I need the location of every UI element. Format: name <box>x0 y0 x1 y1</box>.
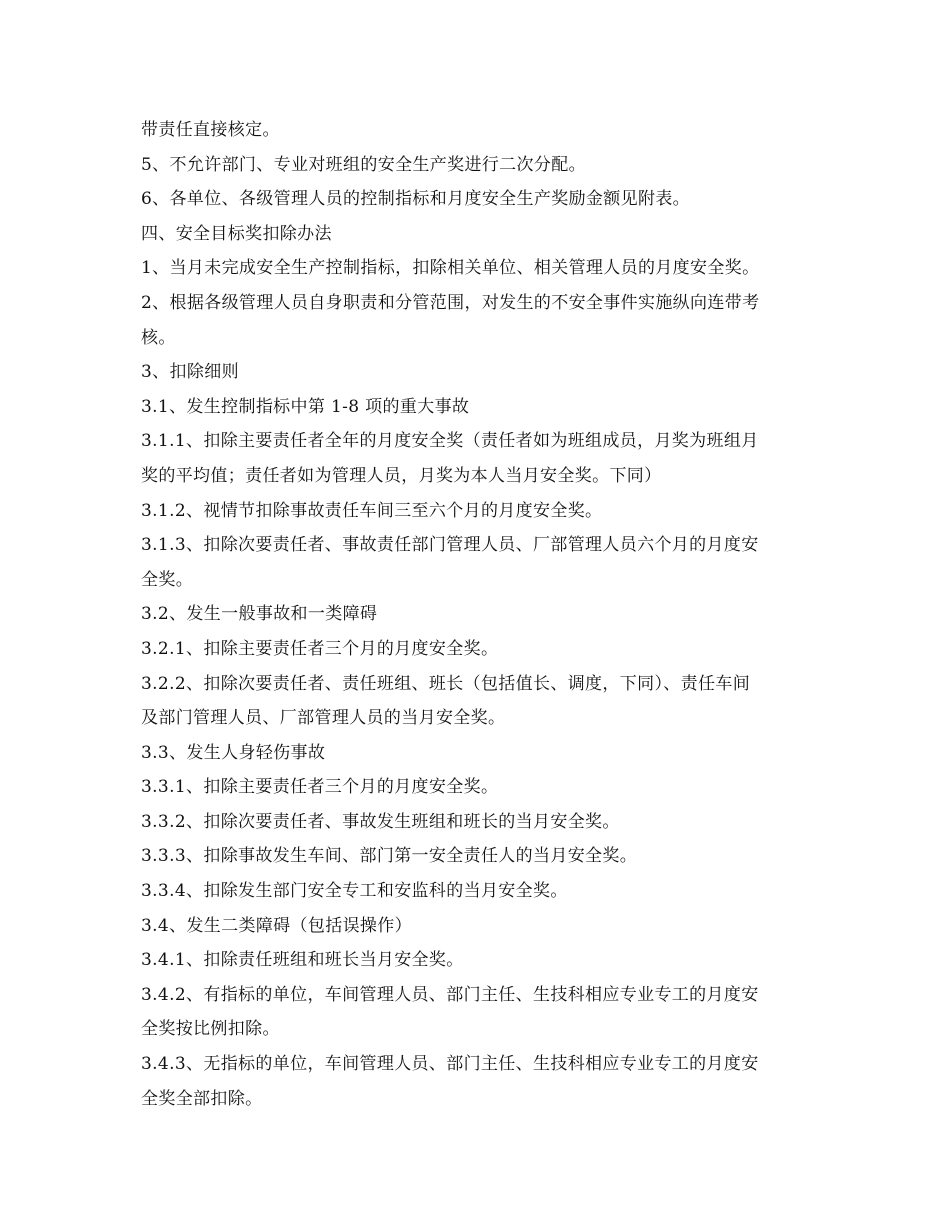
text-line: 核。 <box>141 327 176 348</box>
text-line: 3.3.3、扣除事故发生车间、部门第一安全责任人的当月安全奖。 <box>141 846 638 867</box>
text-line: 全奖按比例扣除。 <box>141 1019 280 1040</box>
text-line: 3.2.1、扣除主要责任者三个月的月度安全奖。 <box>141 638 499 659</box>
text-line: 3.4.1、扣除责任班组和班长当月安全奖。 <box>141 950 464 971</box>
text-line: 带责任直接核定。 <box>141 120 280 140</box>
text-line: 5、不允许部门、专业对班组的安全生产奖进行二次分配。 <box>141 154 586 175</box>
text-line: 3.4.3、无指标的单位，车间管理人员、部门主任、生技科相应专业专工的月度安 <box>141 1054 759 1075</box>
text-line: 及部门管理人员、厂部管理人员的当月安全奖。 <box>141 708 506 729</box>
clause-heading: 3.2、发生一般事故和一类障碍 <box>141 604 378 625</box>
text-line: 1、当月未完成安全生产控制指标，扣除相关单位、相关管理人员的月度安全奖。 <box>141 258 760 279</box>
text-line: 6、各单位、各级管理人员的控制指标和月度安全生产奖励金额见附表。 <box>141 189 691 210</box>
document-body <box>141 113 813 1116</box>
subsection-heading: 3、扣除细则 <box>141 362 239 383</box>
clause-heading: 3.3、发生人身轻伤事故 <box>141 742 326 763</box>
text-line: 全奖。 <box>141 569 194 590</box>
text-line: 3.3.4、扣除发生部门安全专工和安监科的当月安全奖。 <box>141 881 568 902</box>
section-heading: 四、安全目标奖扣除办法 <box>141 223 332 244</box>
text-line: 2、根据各级管理人员自身职责和分管范围，对发生的不安全事件实施纵向连带考 <box>141 292 760 313</box>
clause-heading: 3.4、发生二类障碍（包括误操作） <box>141 915 412 936</box>
text-line: 3.3.2、扣除次要责任者、事故发生班组和班长的当月安全奖。 <box>141 811 620 832</box>
text-line: 全奖全部扣除。 <box>141 1088 263 1109</box>
text-line: 3.4.2、有指标的单位，车间管理人员、部门主任、生技科相应专业专工的月度安 <box>141 984 759 1005</box>
text-line: 3.3.1、扣除主要责任者三个月的月度安全奖。 <box>141 777 499 798</box>
text-line: 3.2.2、扣除次要责任者、责任班组、班长（包括值长、调度，下同）、责任车间 <box>141 673 751 694</box>
text-line: 奖的平均值；责任者如为管理人员，月奖为本人当月安全奖。下同） <box>141 465 662 486</box>
clause-heading: 3.1、发生控制指标中第 1-8 项的重大事故 <box>141 396 470 417</box>
text-line: 3.1.3、扣除次要责任者、事故责任部门管理人员、厂部管理人员六个月的月度安 <box>141 535 759 556</box>
text-line: 3.1.1、扣除主要责任者全年的月度安全奖（责任者如为班组成员，月奖为班组月 <box>141 431 759 452</box>
text-line: 3.1.2、视情节扣除事故责任车间三至六个月的月度安全奖。 <box>141 500 603 521</box>
